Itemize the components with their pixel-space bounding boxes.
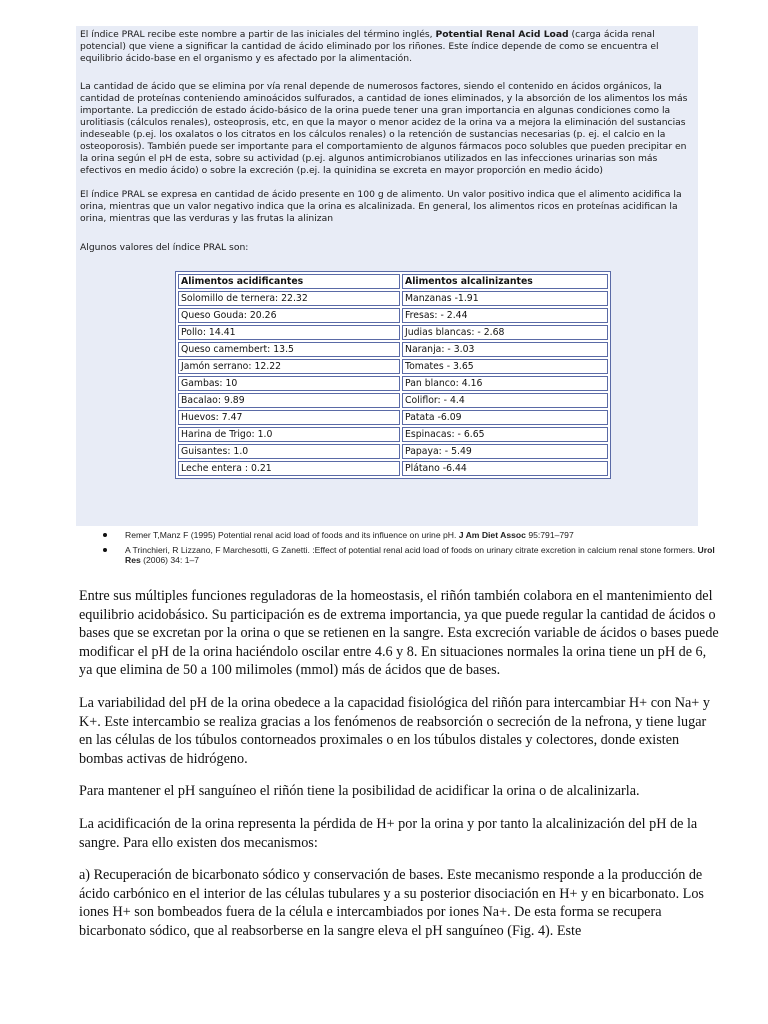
- alkalizing-food-cell: Judias blancas: - 2.68: [402, 325, 608, 340]
- table-row: [178, 291, 608, 306]
- alkalizing-food-cell: Pan blanco: 4.16: [402, 376, 608, 391]
- acid-elimination-paragraph: La cantidad de ácido que se elimina por vía renal depende de numerosos factores, siendo el contenido en ácidos orgánicos, la cantidad de proteínas conteniendo aminoácidos sulfurados, a cantidad de iones eliminados, y la absorción de los alimentos los más importante. La predicción de estado ácido-básico de la orina puede tener una gran importancia en algunas condiciones como la urolitiasis (cálculos renales), osteoprosis, etc, en que la mayor o menor acidez de la orina va a mejora la eliminación del sustancias indeseable (p.ej. los oxalatos o los citratos en los cálculos renales) o la retención de sustancias necesarias (p. ej. el calcio en la osteoporosis). También puede ser importante para el comportamiento de algunos fármacos poco solubles que pueden precipitar en la orina según el pH de esta, sobre su actividad (p.ej. algunos antimicrobianos utilizados en las infecciones urinarias son más efectivos en medio ácido) o sobre la excreción (p.ej. la quinidina se excreta en mayor proporción en medio ácido): [80, 81, 688, 176]
- body-paragraph: La variabilidad del pH de la orina obedece a la capacidad fisiológica del riñón para intercambiar H+ con Na+ y K+. Este intercambio se realiza gracias a los fenómenos de reabsorción o secreción de la nefrona, y tiene lugar en las células de los túbulos contorneados proximales o en los túbulos distales y colectores, donde existen bombas activas de hidrógeno.: [79, 694, 710, 767]
- alkalizing-food-cell: Naranja: - 3.03: [402, 342, 608, 357]
- pral-table-body: [178, 274, 608, 476]
- alkalizing-food-cell: Fresas: - 2.44: [402, 308, 608, 323]
- pral-term-bold: Potential Renal Acid Load: [435, 29, 569, 40]
- pral-units-paragraph: El índice PRAL se expresa en cantidad de ácido presente en 100 g de alimento. Un valor positivo indica que el alimento acidifica la orina, mientras que un valor negativo indica que la orina es alcalinizada. En general, los alimentos ricos en proteínas acidifican la orina, mientras que las verduras y las frutas la alinizan: [80, 189, 682, 224]
- reference-text: Remer T,Manz F (1995) Potential renal acid load of foods and its influence on urine pH.: [125, 530, 459, 540]
- table-row: [178, 325, 608, 340]
- table-row: [178, 376, 608, 391]
- body-text: [79, 587, 723, 955]
- acidifying-food-cell: Pollo: 14.41: [178, 325, 400, 340]
- acidifying-food-cell: Leche entera : 0.21: [178, 461, 400, 476]
- table-row: [178, 461, 608, 476]
- body-paragraph: La acidificación de la orina representa la pérdida de H+ por la orina y por tanto la alcalinización del pH de la sangre. Para ello existen dos mecanismos:: [79, 815, 698, 851]
- bullet-icon: [103, 533, 107, 537]
- references-list: [100, 530, 720, 570]
- acidifying-food-cell: Bacalao: 9.89: [178, 393, 400, 408]
- table-row: [178, 410, 608, 425]
- pral-intro-paragraph: [80, 29, 694, 65]
- acidifying-food-cell: Guisantes: 1.0: [178, 444, 400, 459]
- reference-tail: 95:791–797: [525, 530, 574, 540]
- table-intro-text: Algunos valores del índice PRAL son:: [80, 242, 249, 253]
- reference-item: [100, 545, 720, 565]
- alkalizing-food-cell: Papaya: - 5.49: [402, 444, 608, 459]
- table-header-row: [178, 274, 608, 289]
- reference-journal: J Am Diet Assoc: [458, 530, 526, 540]
- body-paragraph: Entre sus múltiples funciones reguladoras de la homeostasis, el riñón también colabora en el mantenimiento del equilibrio acidobásico. Su participación es de extrema importancia, ya que puede regular la cantidad de ácidos o bases que se excretan por la orina o que se retienen en la sangre. Esta excreción variable de ácidos o bases puede modificar el pH de la orina haciéndolo oscilar entre 4.6 y 8. En situaciones normales la orina tiene un pH de 6, ya que elimina de 50 a 100 milimoles (mmol) más de ácidos que de bases.: [79, 588, 719, 679]
- alkalizing-food-cell: Coliflor: - 4.4: [402, 393, 608, 408]
- acidifying-food-cell: Harina de Trigo: 1.0: [178, 427, 400, 442]
- alkalizing-food-cell: Plátano -6.44: [402, 461, 608, 476]
- alkalizing-food-cell: Tomates - 3.65: [402, 359, 608, 374]
- table-row: [178, 427, 608, 442]
- acidifying-food-cell: Queso Gouda: 20.26: [178, 308, 400, 323]
- acidifying-food-cell: Jamón serrano: 12.22: [178, 359, 400, 374]
- pral-info-box: [76, 26, 698, 526]
- bullet-icon: [103, 548, 107, 552]
- body-paragraph: Para mantener el pH sanguíneo el riñón tiene la posibilidad de acidificar la orina o de alcalinizarla.: [79, 783, 640, 800]
- reference-text: A Trinchieri, R Lizzano, F Marchesotti, G Zanetti. :Effect of potential renal acid load of foods on urinary citrate excretion in calcium renal stone formers.: [125, 545, 698, 555]
- acidifying-food-cell: Solomillo de ternera: 22.32: [178, 291, 400, 306]
- acidifying-food-cell: Huevos: 7.47: [178, 410, 400, 425]
- pral-values-table: [175, 271, 611, 479]
- table-row: [178, 444, 608, 459]
- reference-tail: (2006) 34: 1–7: [140, 555, 200, 565]
- intro-text-start: El índice PRAL recibe este nombre a partir de las iniciales del término inglés,: [80, 29, 436, 40]
- table-row: [178, 393, 608, 408]
- intro-text-end: (carga ácida renal potencial) que viene a significar la cantidad de ácido eliminado por los riñones. Este índice depende de como se encuentra el equilibrio ácido-base en el organismo y es afectado por la alimentación.: [80, 29, 659, 64]
- alkalizing-food-cell: Manzanas -1.91: [402, 291, 608, 306]
- table-row: [178, 308, 608, 323]
- acidifying-food-cell: Gambas: 10: [178, 376, 400, 391]
- alkalizing-food-cell: Espinacas: - 6.65: [402, 427, 608, 442]
- body-paragraph: a) Recuperación de bicarbonato sódico y conservación de bases. Este mecanismo responde a la producción de ácido carbónico en el interior de las células tubulares y a su posterior disociación en H+ y en bicarbonato. Los iones H+ son bombeados fuera de la célula e intercambiados por iones Na+. De esta forma se recupera bicarbonato sódico, que al reabsorberse en la sangre eleva el pH sanguíneo (Fig. 4). Este: [79, 867, 704, 939]
- reference-item: [100, 530, 720, 540]
- acidifying-food-cell: Queso camembert: 13.5: [178, 342, 400, 357]
- header-alkalizing: Alimentos alcalinizantes: [402, 274, 608, 289]
- alkalizing-food-cell: Patata -6.09: [402, 410, 608, 425]
- table-row: [178, 359, 608, 374]
- table-row: [178, 342, 608, 357]
- reference-journal: Urol Res: [125, 545, 715, 565]
- header-acidifying: Alimentos acidificantes: [178, 274, 400, 289]
